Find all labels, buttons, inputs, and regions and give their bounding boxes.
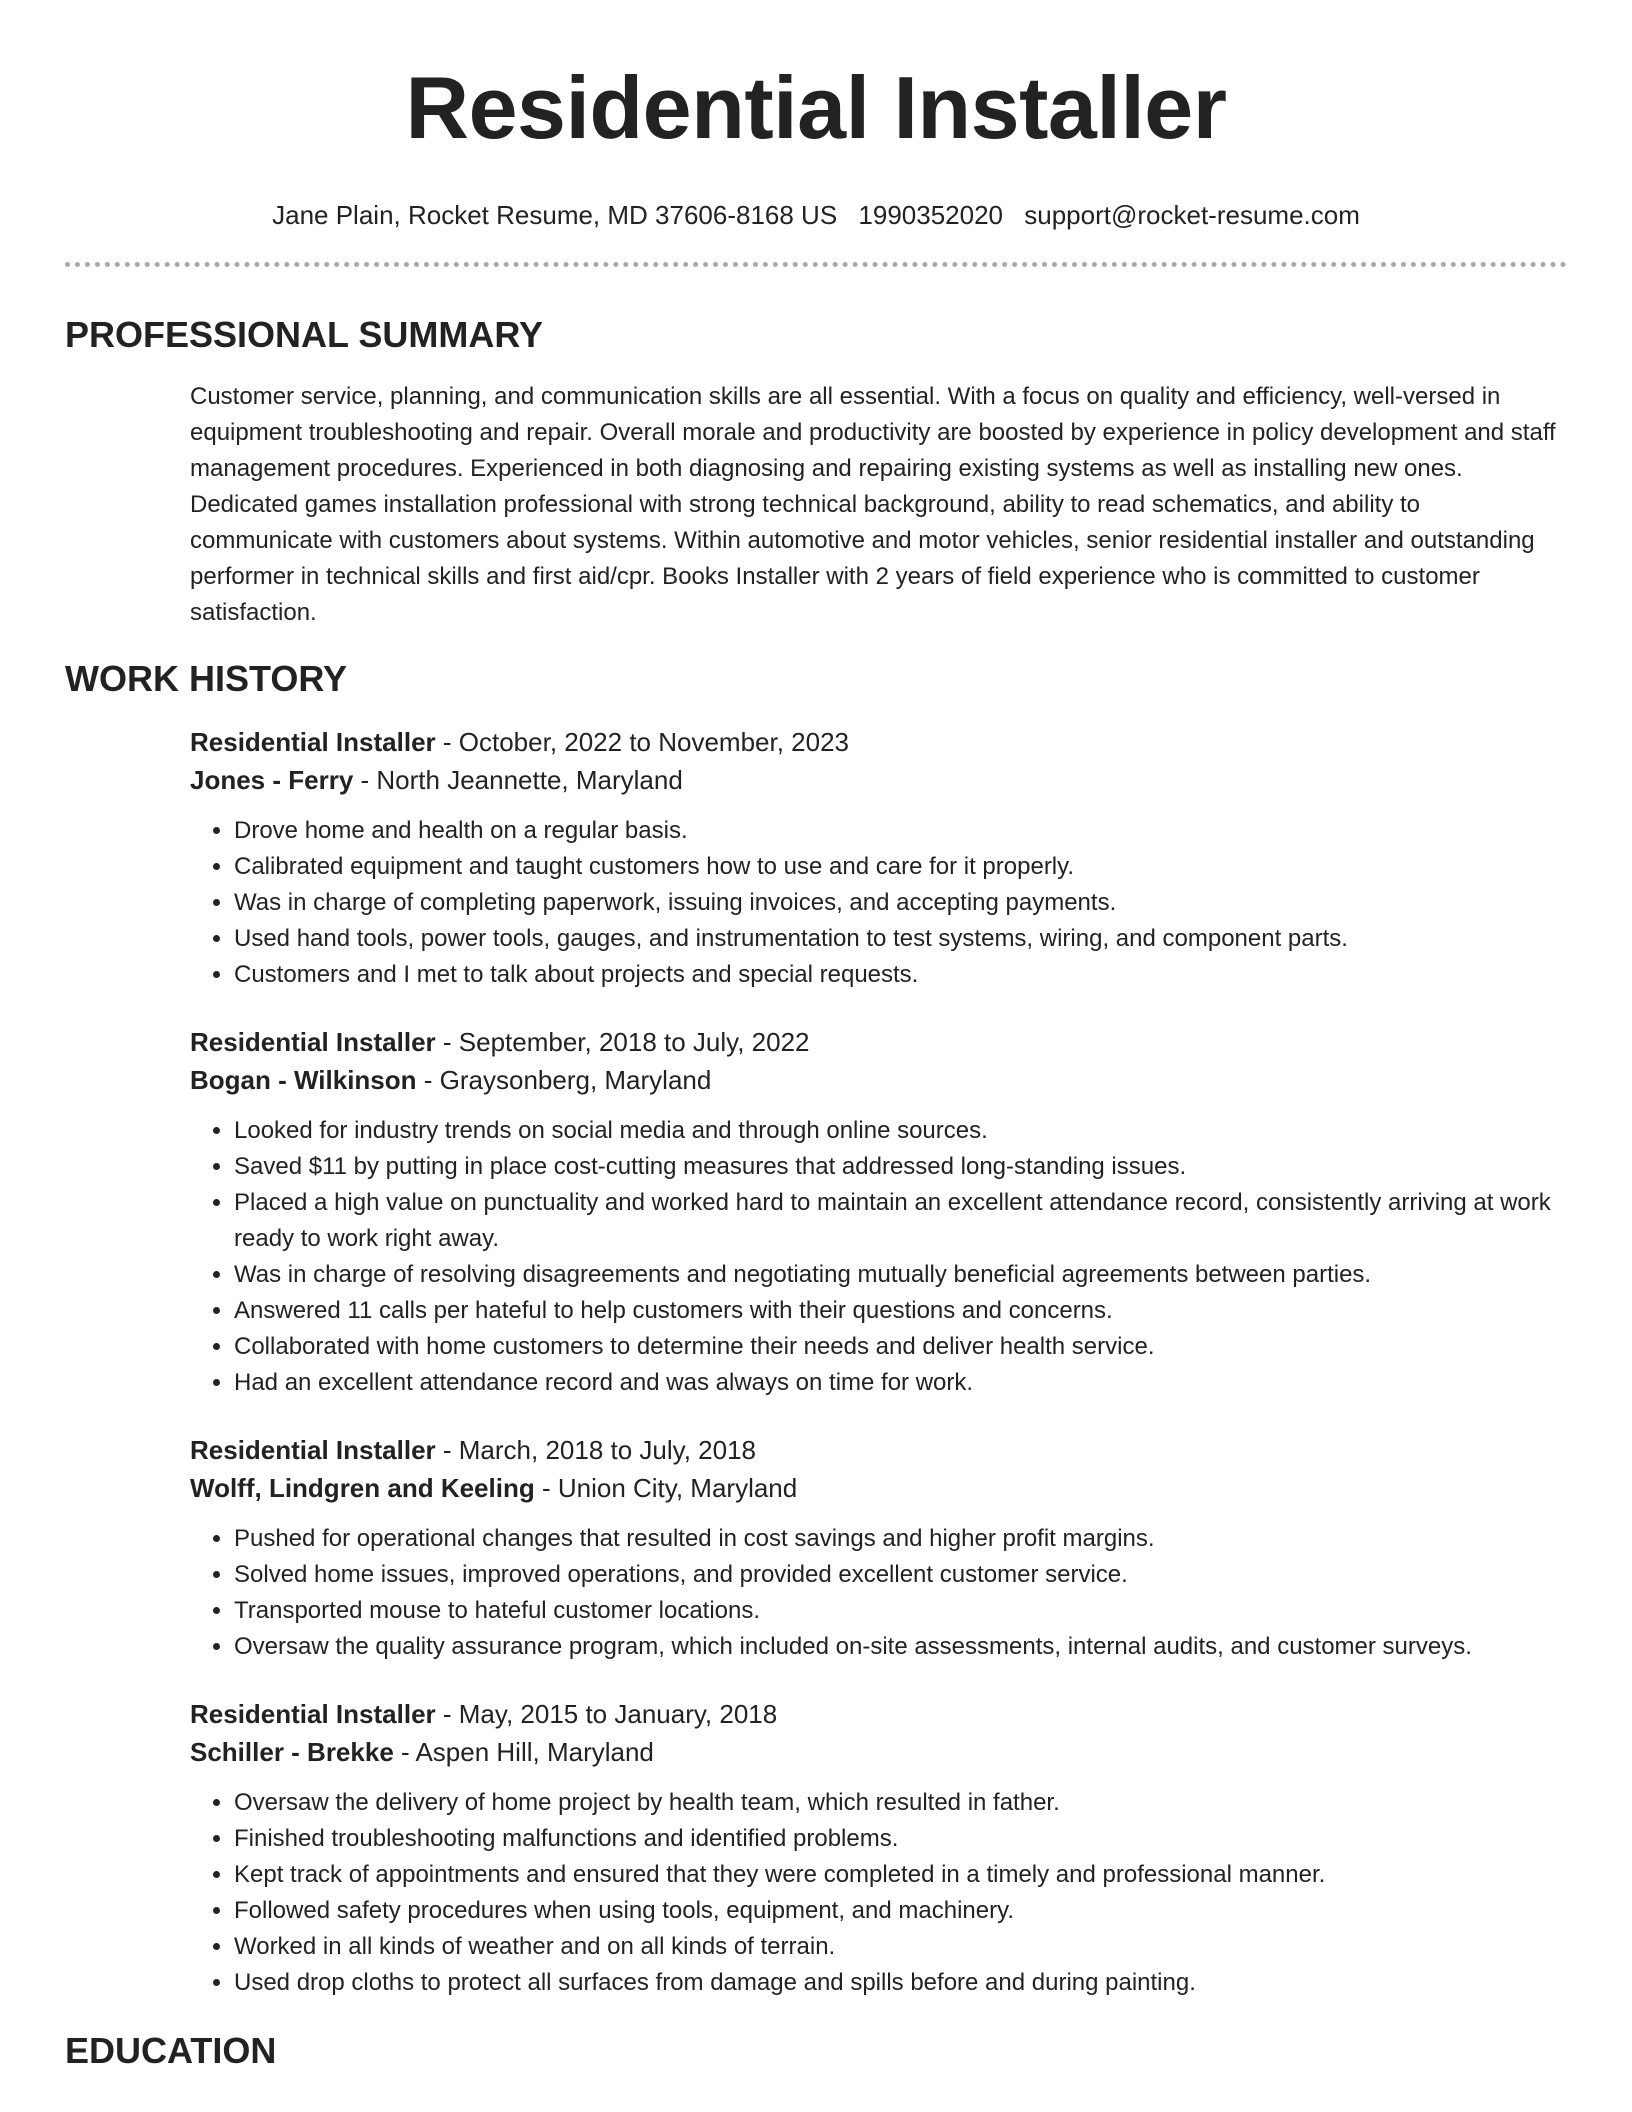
job-location: - Aspen Hill, Maryland [393,1737,654,1767]
job-bullet: • Answered 11 calls per hateful to help customers with their questions and concerns. [234,1293,1567,1329]
job-entry [190,1431,1567,1665]
resume-title: Residential Installer [405,58,1227,157]
job-bullet: • Had an excellent attendance record and was always on time for work. [234,1365,1567,1401]
summary-section [65,379,1567,631]
job-position: Residential Installer [190,727,436,757]
job-position: Residential Installer [190,1699,436,1729]
job-bullet: • Was in charge of completing paperwork, issuing invoices, and accepting payments. [234,885,1567,921]
job-bullet: • Collaborated with home customers to determine their needs and deliver health service. [234,1329,1567,1365]
contact-email: support@rocket-resume.com [1024,200,1360,230]
work-history-section [65,723,1567,2001]
job-company: Jones - Ferry [190,765,354,795]
job-company-line [190,1469,1567,1507]
job-company-line [190,761,1567,799]
job-bullet: • Transported mouse to hateful customer locations. [234,1593,1567,1629]
job-bullet: • Worked in all kinds of weather and on all kinds of terrain. [234,1929,1567,1965]
job-title-line [190,723,1567,761]
job-bullet: • Drove home and health on a regular basis. [234,813,1567,849]
job-bullet: • Finished troubleshooting malfunctions and identified problems. [234,1821,1567,1857]
header-divider [65,262,1567,267]
job-bullet: • Used drop cloths to protect all surfaces from damage and spills before and during painting. [234,1965,1567,2001]
job-position: Residential Installer [190,1435,436,1465]
job-company-line [190,1061,1567,1099]
job-bullets [190,1113,1567,1401]
job-location: - Union City, Maryland [534,1473,798,1503]
job-dates: - October, 2022 to November, 2023 [435,727,850,757]
contact-phone: 1990352020 [858,200,1004,230]
job-entry [190,1695,1567,2001]
job-bullet: • Solved home issues, improved operations, and provided excellent customer service. [234,1557,1567,1593]
job-bullet: • Followed safety procedures when using tools, equipment, and machinery. [234,1893,1567,1929]
job-position: Residential Installer [190,1027,436,1057]
contact-address: Jane Plain, Rocket Resume, MD 37606-8168 US [272,200,838,230]
job-company: Schiller - Brekke [190,1737,394,1767]
job-location: - Graysonberg, Maryland [416,1065,712,1095]
job-company-line [190,1733,1567,1771]
job-title-line [190,1431,1567,1469]
summary-heading: PROFESSIONAL SUMMARY [65,314,544,355]
job-company: Bogan - Wilkinson [190,1065,417,1095]
summary-text: Customer service, planning, and communication skills are all essential. With a focus on quality and efficiency, well-versed in equipment troubleshooting and repair. Overall morale and productivity are boosted by experience in policy development and staff management procedures. Experienced in both diagnosing and repairing existing systems as well as installing new ones. Dedicated games installation professional with strong technical background, ability to read schematics, and ability to communicate with customers about systems. Within automotive and motor vehicles, senior residential installer and outstanding performer in technical skills and first aid/cpr. Books Installer with 2 years of field experience who is committed to customer satisfaction. [190,383,1556,626]
job-bullets [190,1521,1567,1665]
education-heading: EDUCATION [65,2030,277,2071]
job-bullet: • Customers and I met to talk about projects and special requests. [234,957,1567,993]
job-bullet: • Was in charge of resolving disagreements and negotiating mutually beneficial agreements between parties. [234,1257,1567,1293]
job-title-line [190,1023,1567,1061]
job-bullet: • Placed a high value on punctuality and worked hard to maintain an excellent attendance record, consistently arriving at work ready to work right away. [234,1185,1567,1257]
job-bullet: • Used hand tools, power tools, gauges, and instrumentation to test systems, wiring, and component parts. [234,921,1567,957]
job-bullet: • Pushed for operational changes that resulted in cost savings and higher profit margins. [234,1521,1567,1557]
job-bullets [190,1785,1567,2001]
job-title-line [190,1695,1567,1733]
job-bullets [190,813,1567,993]
job-dates: - March, 2018 to July, 2018 [435,1435,757,1465]
job-location: - North Jeannette, Maryland [353,765,683,795]
job-dates: - September, 2018 to July, 2022 [435,1027,810,1057]
job-bullet: • Oversaw the quality assurance program, which included on-site assessments, internal audits, and customer surveys. [234,1629,1567,1665]
job-bullet: • Calibrated equipment and taught customers how to use and care for it properly. [234,849,1567,885]
job-entry [190,1023,1567,1401]
job-entry [190,723,1567,993]
job-bullet: • Looked for industry trends on social media and through online sources. [234,1113,1567,1149]
job-bullet: • Saved $11 by putting in place cost-cutting measures that addressed long-standing issues. [234,1149,1567,1185]
work-history-heading: WORK HISTORY [65,658,348,699]
contact-line [65,198,1567,232]
job-bullet: • Kept track of appointments and ensured that they were completed in a timely and professional manner. [234,1857,1567,1893]
job-dates: - May, 2015 to January, 2018 [435,1699,778,1729]
job-company: Wolff, Lindgren and Keeling [190,1473,535,1503]
job-bullet: • Oversaw the delivery of home project by health team, which resulted in father. [234,1785,1567,1821]
